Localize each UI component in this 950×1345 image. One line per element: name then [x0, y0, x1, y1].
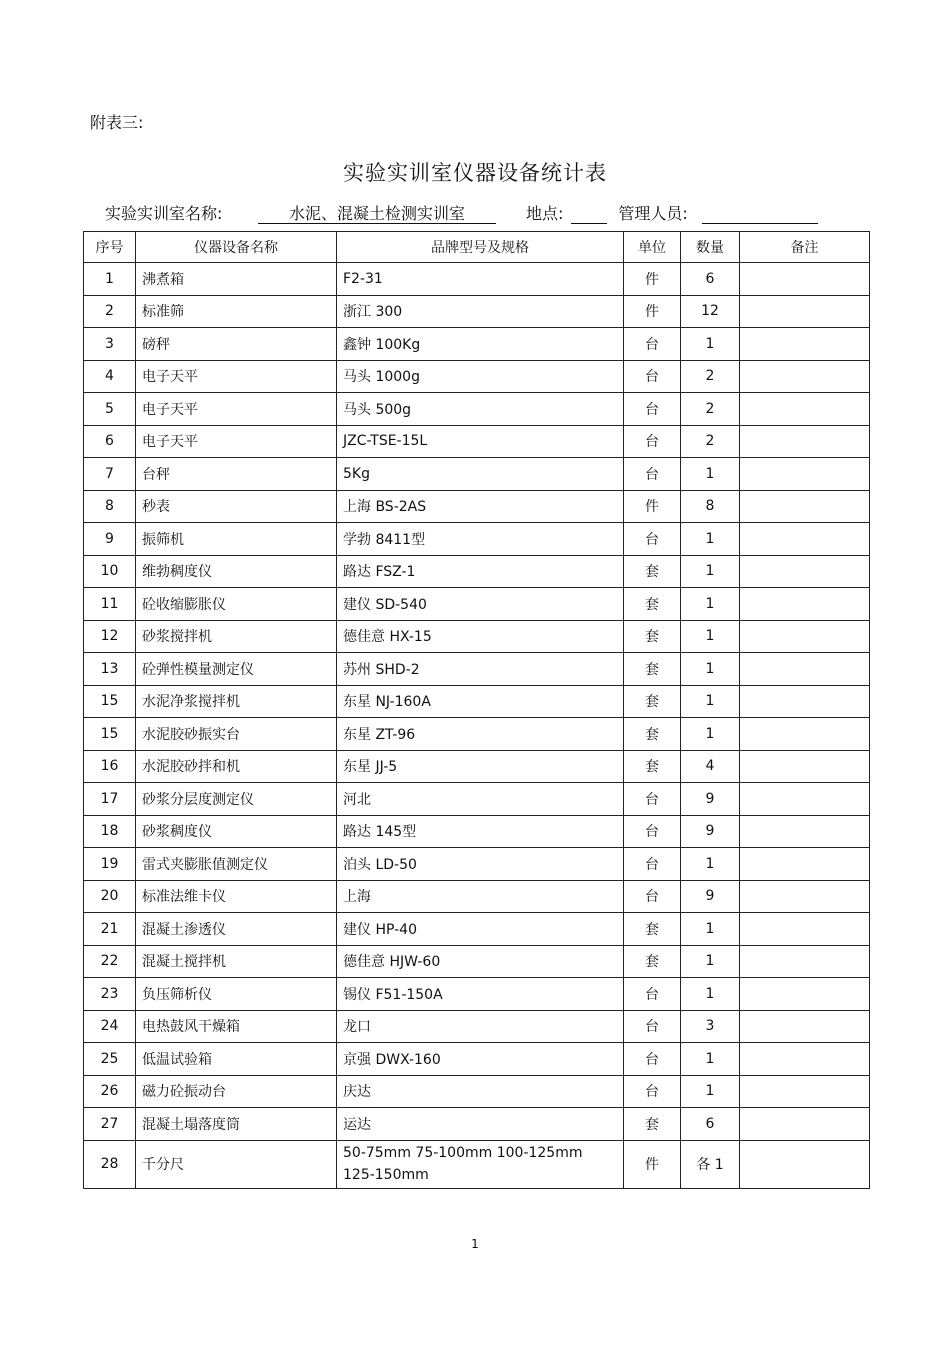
table-row [84, 945, 870, 978]
cell-model: 路达 FSZ-1 [337, 555, 624, 588]
cell-name: 千分尺 [136, 1140, 337, 1188]
cell-no: 6 [84, 425, 136, 458]
cell-qty: 4 [681, 750, 740, 783]
cell-qty: 6 [681, 1108, 740, 1141]
info-line [105, 201, 818, 224]
cell-model: 路达 145型 [337, 815, 624, 848]
cell-unit: 台 [624, 880, 681, 913]
cell-no: 20 [84, 880, 136, 913]
cell-unit: 台 [624, 360, 681, 393]
cell-no: 9 [84, 523, 136, 556]
cell-unit: 台 [624, 425, 681, 458]
cell-unit: 件 [624, 1140, 681, 1188]
table-row [84, 1108, 870, 1141]
cell-name: 砂浆分层度测定仪 [136, 783, 337, 816]
cell-unit: 台 [624, 1043, 681, 1076]
table-row [84, 360, 870, 393]
cell-model: 马头 1000g [337, 360, 624, 393]
cell-no: 19 [84, 848, 136, 881]
cell-unit: 台 [624, 815, 681, 848]
cell-qty: 3 [681, 1010, 740, 1043]
cell-note [740, 880, 870, 913]
cell-name: 电子天平 [136, 425, 337, 458]
cell-note [740, 913, 870, 946]
cell-name: 振筛机 [136, 523, 337, 556]
cell-unit: 套 [624, 750, 681, 783]
cell-unit: 套 [624, 685, 681, 718]
cell-note [740, 783, 870, 816]
cell-no: 26 [84, 1075, 136, 1108]
cell-no: 16 [84, 750, 136, 783]
cell-no: 3 [84, 328, 136, 361]
table-row [84, 718, 870, 751]
table-row [84, 750, 870, 783]
cell-note [740, 393, 870, 426]
cell-model: JZC-TSE-15L [337, 425, 624, 458]
cell-name: 电子天平 [136, 360, 337, 393]
table-row [84, 848, 870, 881]
cell-qty: 1 [681, 945, 740, 978]
manager-value [702, 205, 818, 224]
cell-name: 秒表 [136, 490, 337, 523]
cell-qty: 2 [681, 425, 740, 458]
cell-model: 京强 DWX-160 [337, 1043, 624, 1076]
table-row [84, 263, 870, 296]
cell-unit: 件 [624, 295, 681, 328]
cell-name: 混凝土搅拌机 [136, 945, 337, 978]
appendix-label: 附表三: [90, 113, 144, 132]
table-row [84, 328, 870, 361]
table-row [84, 588, 870, 621]
cell-note [740, 555, 870, 588]
cell-unit: 件 [624, 490, 681, 523]
header-unit: 单位 [624, 232, 681, 263]
cell-unit: 套 [624, 555, 681, 588]
cell-name: 标准筛 [136, 295, 337, 328]
cell-note [740, 263, 870, 296]
cell-unit: 台 [624, 783, 681, 816]
cell-unit: 套 [624, 1108, 681, 1141]
cell-name: 水泥净浆搅拌机 [136, 685, 337, 718]
cell-no: 4 [84, 360, 136, 393]
cell-no: 11 [84, 588, 136, 621]
cell-note [740, 328, 870, 361]
table-row [84, 783, 870, 816]
room-name-value: 水泥、混凝土检测实训室 [258, 205, 496, 224]
cell-qty: 9 [681, 880, 740, 913]
cell-unit: 台 [624, 328, 681, 361]
cell-unit: 套 [624, 653, 681, 686]
cell-model: 龙口 [337, 1010, 624, 1043]
cell-name: 砂浆搅拌机 [136, 620, 337, 653]
cell-unit: 台 [624, 848, 681, 881]
cell-model: 5Kg [337, 458, 624, 491]
cell-model: 庆达 [337, 1075, 624, 1108]
cell-unit: 套 [624, 913, 681, 946]
cell-qty: 1 [681, 1075, 740, 1108]
cell-qty: 12 [681, 295, 740, 328]
table-row [84, 1075, 870, 1108]
header-name: 仪器设备名称 [136, 232, 337, 263]
cell-name: 电子天平 [136, 393, 337, 426]
cell-qty: 1 [681, 653, 740, 686]
cell-no: 1 [84, 263, 136, 296]
cell-unit: 台 [624, 458, 681, 491]
cell-qty: 9 [681, 783, 740, 816]
cell-note [740, 815, 870, 848]
cell-no: 23 [84, 978, 136, 1011]
cell-no: 17 [84, 783, 136, 816]
cell-note [740, 295, 870, 328]
cell-no: 24 [84, 1010, 136, 1043]
cell-model: 上海 BS-2AS [337, 490, 624, 523]
table-row [84, 458, 870, 491]
cell-name: 负压筛析仪 [136, 978, 337, 1011]
cell-model: F2-31 [337, 263, 624, 296]
cell-no: 27 [84, 1108, 136, 1141]
cell-no: 5 [84, 393, 136, 426]
room-name-label: 实验实训室名称: [105, 204, 223, 223]
cell-model: 浙江 300 [337, 295, 624, 328]
cell-no: 8 [84, 490, 136, 523]
cell-note [740, 458, 870, 491]
table-row [84, 425, 870, 458]
cell-note [740, 1108, 870, 1141]
header-qty: 数量 [681, 232, 740, 263]
cell-note [740, 945, 870, 978]
cell-no: 22 [84, 945, 136, 978]
cell-unit: 套 [624, 945, 681, 978]
cell-note [740, 620, 870, 653]
cell-qty: 1 [681, 523, 740, 556]
header-model: 品牌型号及规格 [337, 232, 624, 263]
cell-name: 磅秤 [136, 328, 337, 361]
table-row [84, 393, 870, 426]
table-row [84, 523, 870, 556]
table-row [84, 913, 870, 946]
cell-name: 砂浆稠度仪 [136, 815, 337, 848]
cell-no: 28 [84, 1140, 136, 1188]
cell-no: 15 [84, 718, 136, 751]
cell-qty: 1 [681, 718, 740, 751]
cell-unit: 套 [624, 620, 681, 653]
cell-no: 18 [84, 815, 136, 848]
cell-qty: 1 [681, 555, 740, 588]
cell-model: 河北 [337, 783, 624, 816]
cell-unit: 套 [624, 718, 681, 751]
table-row [84, 653, 870, 686]
header-no: 序号 [84, 232, 136, 263]
cell-name: 混凝土塌落度筒 [136, 1108, 337, 1141]
table-row [84, 815, 870, 848]
cell-name: 砼收缩膨胀仪 [136, 588, 337, 621]
model-line: 125-150mm [343, 1167, 429, 1183]
cell-qty: 2 [681, 393, 740, 426]
cell-name: 砼弹性模量测定仪 [136, 653, 337, 686]
cell-no: 2 [84, 295, 136, 328]
cell-model: 运达 [337, 1108, 624, 1141]
table-row [84, 295, 870, 328]
cell-no: 15 [84, 685, 136, 718]
cell-model: 苏州 SHD-2 [337, 653, 624, 686]
table-row [84, 490, 870, 523]
cell-model: 学勃 8411型 [337, 523, 624, 556]
cell-model: 上海 [337, 880, 624, 913]
cell-name: 低温试验箱 [136, 1043, 337, 1076]
cell-model: 建仪 SD-540 [337, 588, 624, 621]
cell-name: 标准法维卡仪 [136, 880, 337, 913]
manager-label: 管理人员: [618, 204, 688, 223]
cell-unit: 台 [624, 393, 681, 426]
table-row [84, 880, 870, 913]
location-label: 地点: [526, 204, 564, 223]
cell-note [740, 1075, 870, 1108]
cell-model: 马头 500g [337, 393, 624, 426]
cell-name: 维勃稠度仪 [136, 555, 337, 588]
cell-qty: 1 [681, 328, 740, 361]
cell-note [740, 653, 870, 686]
cell-unit: 台 [624, 978, 681, 1011]
cell-name: 沸煮箱 [136, 263, 337, 296]
cell-model: 东星 NJ-160A [337, 685, 624, 718]
cell-no: 25 [84, 1043, 136, 1076]
cell-model: 泊头 LD-50 [337, 848, 624, 881]
cell-qty: 1 [681, 848, 740, 881]
cell-name: 水泥胶砂拌和机 [136, 750, 337, 783]
cell-name: 台秤 [136, 458, 337, 491]
cell-qty: 1 [681, 913, 740, 946]
cell-qty: 2 [681, 360, 740, 393]
cell-name: 混凝土渗透仪 [136, 913, 337, 946]
cell-model: 鑫钟 100Kg [337, 328, 624, 361]
cell-note [740, 490, 870, 523]
cell-unit: 套 [624, 588, 681, 621]
table-row [84, 978, 870, 1011]
cell-model: 东星 JJ-5 [337, 750, 624, 783]
cell-unit: 台 [624, 523, 681, 556]
cell-qty: 各 1 [681, 1140, 740, 1188]
cell-qty: 8 [681, 490, 740, 523]
cell-qty: 6 [681, 263, 740, 296]
table-row [84, 1140, 870, 1188]
cell-qty: 9 [681, 815, 740, 848]
cell-unit: 台 [624, 1075, 681, 1108]
document-title: 实验实训室仪器设备统计表 [343, 161, 607, 185]
cell-no: 7 [84, 458, 136, 491]
cell-note [740, 685, 870, 718]
cell-no: 13 [84, 653, 136, 686]
cell-name: 电热鼓风干燥箱 [136, 1010, 337, 1043]
cell-note [740, 360, 870, 393]
cell-model: 东星 ZT-96 [337, 718, 624, 751]
cell-no: 10 [84, 555, 136, 588]
cell-note [740, 750, 870, 783]
cell-unit: 台 [624, 1010, 681, 1043]
cell-name: 磁力砼振动台 [136, 1075, 337, 1108]
cell-note [740, 848, 870, 881]
cell-name: 水泥胶砂振实台 [136, 718, 337, 751]
table-row [84, 620, 870, 653]
cell-no: 21 [84, 913, 136, 946]
cell-model: 德佳意 HJW-60 [337, 945, 624, 978]
cell-qty: 1 [681, 588, 740, 621]
cell-qty: 1 [681, 1043, 740, 1076]
cell-note [740, 1010, 870, 1043]
table-header-row [84, 232, 870, 263]
cell-model: 建仪 HP-40 [337, 913, 624, 946]
cell-note [740, 523, 870, 556]
table-row [84, 685, 870, 718]
cell-note [740, 1043, 870, 1076]
page-number: 1 [471, 1237, 479, 1251]
cell-qty: 1 [681, 620, 740, 653]
cell-note [740, 425, 870, 458]
table-row [84, 555, 870, 588]
cell-note [740, 588, 870, 621]
cell-qty: 1 [681, 978, 740, 1011]
cell-note [740, 1140, 870, 1188]
cell-model: 德佳意 HX-15 [337, 620, 624, 653]
cell-model [337, 1140, 624, 1188]
cell-qty: 1 [681, 685, 740, 718]
table-row [84, 1010, 870, 1043]
cell-qty: 1 [681, 458, 740, 491]
header-note: 备注 [740, 232, 870, 263]
cell-model: 锡仪 F51-150A [337, 978, 624, 1011]
table-row [84, 1043, 870, 1076]
cell-unit: 件 [624, 263, 681, 296]
equipment-table [83, 231, 870, 1189]
cell-note [740, 978, 870, 1011]
cell-name: 雷式夹膨胀值测定仪 [136, 848, 337, 881]
location-value [571, 205, 607, 224]
model-line: 50-75mm 75-100mm 100-125mm [343, 1145, 583, 1161]
cell-note [740, 718, 870, 751]
cell-no: 12 [84, 620, 136, 653]
